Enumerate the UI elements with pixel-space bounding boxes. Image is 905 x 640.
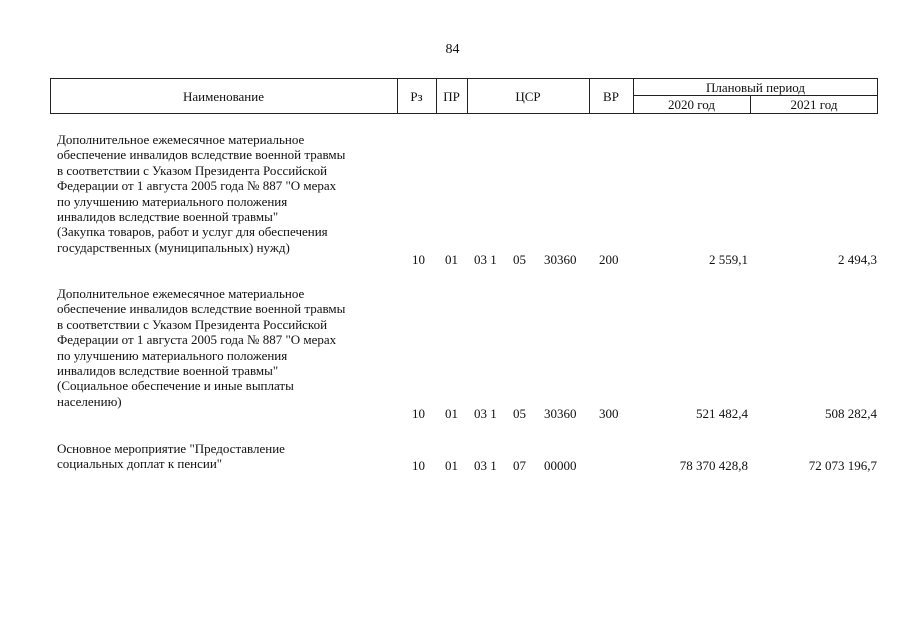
- row-csr-subprogram: 05: [513, 406, 526, 421]
- header-name: Наименование: [183, 89, 264, 104]
- row-csr-program: 03 1: [474, 406, 497, 421]
- row-csr-program: 03 1: [474, 252, 497, 267]
- row-pr: 01: [445, 458, 458, 473]
- row-value-2021: 72 073 196,7: [808, 458, 877, 473]
- header-csr: ЦСР: [515, 89, 541, 104]
- header-vr: ВР: [603, 89, 619, 104]
- row-value-2020: 78 370 428,8: [679, 458, 748, 473]
- row-csr-program: 03 1: [474, 458, 497, 473]
- row-value-2021: 508 282,4: [825, 406, 877, 421]
- row-name: Дополнительное ежемесячное материальное обеспечение инвалидов вследствие военной травмы в соответствии с Указом Президента Российской Федерации от 1 августа 2005 года № 887 "О мерах по улучшению материального положения инвалидов вследствие военной травмы" (Социальное обеспечение и иные выплаты населению): [57, 286, 346, 409]
- row-csr-direction: 00000: [544, 458, 577, 473]
- row-csr-direction: 30360: [544, 252, 577, 267]
- row-value-2021: 2 494,3: [838, 252, 877, 267]
- plan-period-divider: [633, 95, 878, 96]
- row-csr-subprogram: 05: [513, 252, 526, 267]
- row-vr: 300: [599, 406, 619, 421]
- header-pr: ПР: [443, 89, 460, 104]
- row-pr: 01: [445, 252, 458, 267]
- row-value-2020: 521 482,4: [696, 406, 748, 421]
- header-year-2021: 2021 год: [790, 97, 838, 112]
- row-name: Дополнительное ежемесячное материальное обеспечение инвалидов вследствие военной травмы в соответствии с Указом Президента Российской Федерации от 1 августа 2005 года № 887 "О мерах по улучшению материального положения инвалидов вследствие военной травмы" (Закупка товаров, работ и услуг для обеспечения государственных (муниципальных) нужд): [57, 132, 346, 255]
- row-csr-direction: 30360: [544, 406, 577, 421]
- row-value-2020: 2 559,1: [709, 252, 748, 267]
- row-csr-subprogram: 07: [513, 458, 526, 473]
- header-top-border: [50, 78, 878, 79]
- header-bottom-border: [50, 113, 878, 114]
- row-pr: 01: [445, 406, 458, 421]
- row-name: Основное мероприятие "Предоставление социальных доплат к пенсии": [57, 441, 285, 472]
- header-year-2020: 2020 год: [668, 97, 715, 112]
- header-plan-period: Плановый период: [705, 80, 806, 95]
- row-vr: 200: [599, 252, 619, 267]
- row-rz: 10: [412, 252, 425, 267]
- row-rz: 10: [412, 458, 425, 473]
- header-rz: Рз: [410, 89, 423, 104]
- row-rz: 10: [412, 406, 425, 421]
- page-number: 84: [445, 42, 460, 57]
- table-header: [50, 78, 878, 114]
